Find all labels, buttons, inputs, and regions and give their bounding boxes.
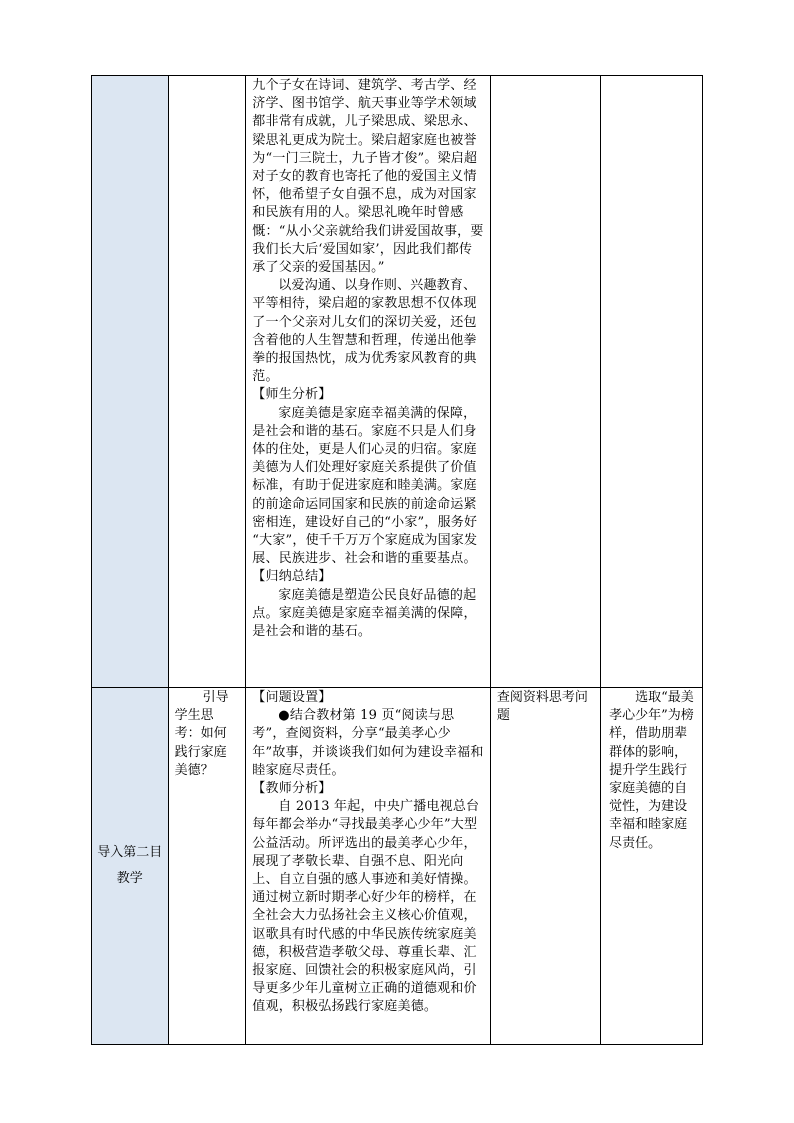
question-cell: [168, 76, 246, 688]
student-activity-cell: [490, 688, 600, 1045]
section-label: 【问题设置】: [252, 690, 332, 705]
design-intent-cell: [601, 76, 703, 688]
section-label: 【教师分析】: [252, 781, 332, 797]
design-intent: 选取“最美孝心少年”为榜样，借助朋辈群体的影响，提升学生践行家庭美德的自觉性，为建设幸福和睦家庭尽责任。: [609, 690, 694, 851]
student-activity: 查阅资料思考问题: [496, 690, 588, 724]
content-cell: [246, 688, 491, 1045]
question-text: ●结合教材第 19 页“阅读与思考”，查阅资料，分享“最美孝心少年”故事，并谈谈我们如何为建设幸福和睦家庭尽责任。: [252, 708, 484, 778]
section-label: 【归纳总结】: [252, 569, 332, 585]
summary-text: 家庭美德是塑造公民良好品德的起点。家庭美德是家庭幸福美满的保障，是社会和谐的基石。: [252, 587, 477, 640]
table-row: [92, 76, 703, 688]
lesson-plan-table: [91, 75, 703, 1045]
guiding-question: 引导学生思考：如何践行家庭美德？: [174, 690, 229, 778]
stage-cell: [92, 76, 169, 688]
analysis-text: 家庭美德是家庭幸福美满的保障，是社会和谐的基石。家庭不只是人们身体的住处，更是人们心灵的归宿。家庭美德为人们处理好家庭关系提供了价值标准，有助于促进家庭和睦美满。家庭的前途命运同国家和民族的前途命运紧密相连，建设好自己的“小家”，服务好 “大家”，使千千万万个家庭成为国家发展、民族进步、社会和谐的重要基点。: [252, 405, 478, 567]
student-activity-cell: [490, 76, 600, 688]
table-row: [92, 688, 703, 1045]
teacher-analysis-text: 自 2013 年起，中央广播电视总台每年都会举办“寻找最美孝心少年”大型公益活动。所评选出的最美孝心少年，展现了孝敬长辈、自强不息、阳光向上、自立自强的感人事迹和美好情操。通过树立新时期孝心好少年的榜样，在全社会大力弘扬社会主义核心价值观，讴歌具有时代感的中华民族传统家庭美德，积极营造孝敬父母、尊重长辈、汇报家庭、回馈社会的积极家庭风尚，引导更多少年儿童树立正确的道德观和价值观，积极弘扬践行家庭美德。: [252, 799, 480, 1015]
content-paragraph: 以爱沟通、以身作则、兴趣教育、平等相待，梁启超的家教思想不仅体现了一个父亲对儿女们的深切关爱，还包含着他的人生智慧和哲理，传递出他拳拳的报国热忱，成为优秀家风教育的典范。: [252, 278, 477, 385]
content-cell: [246, 76, 491, 688]
section-label: 【师生分析】: [252, 387, 332, 403]
design-intent-cell: [601, 688, 703, 1045]
stage-cell: [92, 688, 169, 1045]
stage-label: 导入第二目教学: [97, 845, 163, 886]
content-paragraph: 九个子女在诗词、建筑学、考古学、经济学、图书馆学、航天事业等学术领域都非常有成就，儿子梁思成、梁思永、梁思礼更成为院士。梁启超家庭也被誉为“一门三院士，九子皆才俊”。梁启超对子女的教育也寄托了他的爱国主义情怀，他希望子女自强不息，成为对国家和民族有用的人。梁思礼晚年时曾感慨：“从小父亲就给我们讲爱国故事，要我们长大后‘爱国如家’，因此我们都传承了父亲的爱国基因。”: [252, 78, 484, 276]
question-cell: [168, 688, 246, 1045]
